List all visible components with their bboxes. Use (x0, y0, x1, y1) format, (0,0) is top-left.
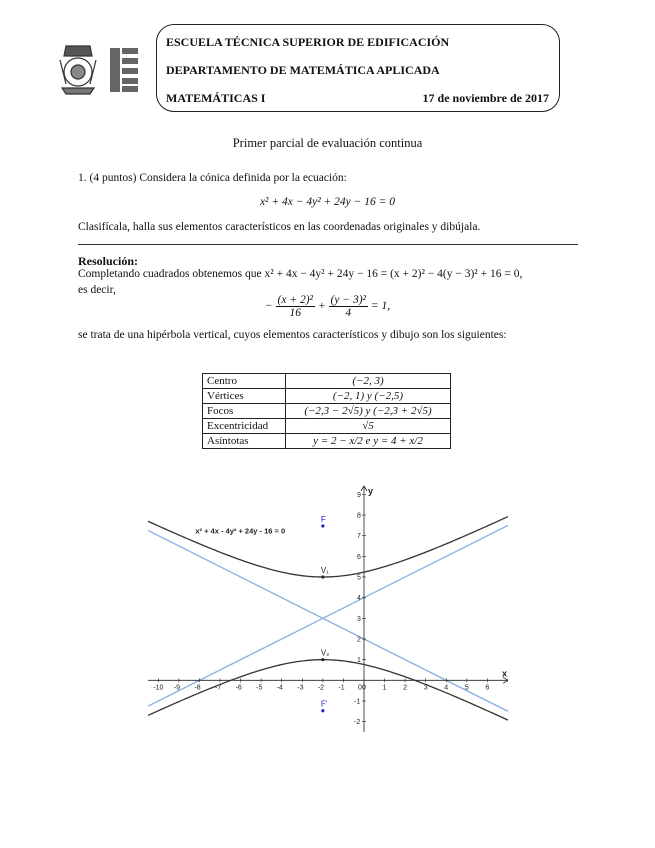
page-title: Primer parcial de evaluación continua (232, 136, 423, 150)
table-row (203, 419, 451, 434)
table-row (203, 374, 451, 389)
asymptote-line (148, 531, 508, 712)
y-axis-label: y (368, 486, 374, 496)
y-tick-label: 5 (357, 574, 361, 582)
y-tick-label: 7 (357, 533, 361, 541)
y-tick-label: 8 (357, 512, 361, 520)
plus-sign: + (317, 300, 326, 313)
y-tick-label: 3 (357, 615, 361, 623)
x-tick-label: -10 (153, 684, 164, 692)
school-name: ESCUELA TÉCNICA SUPERIOR DE EDIFICACIÓN (166, 35, 450, 49)
solution-heading: Resolución: (78, 254, 138, 268)
x-tick-label: 6 (485, 684, 490, 692)
table-key: Centro (203, 374, 286, 389)
fraction-1 (276, 294, 315, 319)
point-label: F (320, 514, 326, 524)
numerator-2: (y − 3)² (330, 294, 366, 306)
institution-logos (56, 40, 146, 98)
x-tick-label: -9 (173, 684, 181, 692)
denominator-1: 16 (289, 307, 301, 319)
elements-table (202, 373, 451, 449)
table-key: Focos (203, 404, 286, 419)
header-box (156, 24, 560, 112)
problem-task: Clasifícala, halla sus elementos característicos en las coordenadas originales y dibújala. (78, 221, 481, 233)
x-tick-label: -1 (338, 684, 345, 692)
y-tick-label: 6 (357, 553, 361, 561)
y-tick-label: -2 (354, 719, 361, 727)
x-tick-label: 1 (382, 684, 387, 692)
asymptote-line (148, 525, 508, 706)
x-tick-label: 4 (444, 684, 449, 692)
x-tick-label: -4 (276, 684, 283, 692)
x-tick-label: -2 (317, 684, 325, 692)
curve-equation-label: x² + 4x - 4y² + 24y - 16 = 0 (195, 526, 286, 536)
table-key: Vértices (203, 389, 286, 404)
y-tick-label: 9 (357, 491, 361, 499)
x-tick-label: -6 (235, 684, 242, 692)
point-marker (321, 658, 324, 661)
x-axis-label: x (502, 668, 508, 679)
table-key: Excentricidad (203, 419, 286, 434)
x-tick-label: 5 (464, 684, 469, 692)
fraction-2 (329, 294, 368, 319)
table-value: (−2,3 − 2√5) y (−2,3 + 2√5) (286, 404, 451, 419)
y-tick-label: 1 (357, 657, 361, 665)
x-tick-label: -3 (297, 684, 304, 692)
department-name: DEPARTAMENTO DE MATEMÁTICA APLICADA (166, 63, 440, 77)
exam-date: 17 de noviembre de 2017 (422, 91, 549, 105)
y-tick-label: 2 (357, 636, 361, 644)
origin-label: 0 (358, 684, 362, 692)
point-marker (321, 575, 324, 578)
table-value: (−2, 1) y (−2,5) (286, 389, 451, 404)
hyperbola-graph (148, 484, 508, 732)
solution-line-1: Completando cuadrados obtenemos que x² + 4x − 4y² + 24y − 16 = (x + 2)² − 4(y − 3)² + 16 = 0, (78, 268, 523, 280)
table-value: (−2, 3) (286, 374, 451, 389)
table-row (203, 404, 451, 419)
lower-branch (148, 660, 508, 720)
table-value: √5 (286, 419, 451, 434)
table-value: y = 2 − x/2 e y = 4 + x/2 (286, 434, 451, 449)
point-label: F' (320, 699, 328, 709)
point-label: V₁ (320, 566, 329, 575)
point-marker (321, 524, 324, 527)
point-marker (321, 709, 324, 712)
problem-equation: x² + 4x − 4y² + 24y − 16 = 0 (259, 196, 396, 208)
solution-line-3: se trata de una hipérbola vertical, cuyos elementos característicos y dibujo son los siguientes: (78, 329, 507, 341)
reduced-equation (0, 294, 655, 319)
numerator-1: (x + 2)² (277, 294, 313, 306)
y-tick-label: 4 (357, 595, 361, 603)
table-row (203, 389, 451, 404)
point-label: V₂ (320, 648, 330, 658)
x-tick-label: -7 (215, 684, 222, 692)
x-tick-label: 0 (362, 684, 366, 692)
divider (78, 244, 578, 245)
table-row (203, 434, 451, 449)
y-tick-label: -1 (354, 698, 361, 706)
problem-statement: 1. (4 puntos) Considera la cónica definida por la ecuación: (78, 172, 347, 184)
crest-logo (60, 46, 96, 94)
x-tick-label: 2 (403, 684, 408, 692)
solution-line-2: es decir, (78, 284, 116, 296)
equation-rhs: = 1, (370, 300, 391, 313)
table-key: Asíntotas (203, 434, 286, 449)
building-logo (110, 48, 138, 92)
minus-sign: − (264, 300, 273, 313)
x-tick-label: 3 (423, 684, 428, 692)
denominator-2: 4 (345, 307, 352, 319)
course-name: MATEMÁTICAS I (166, 91, 266, 105)
x-tick-label: -8 (194, 684, 201, 692)
x-tick-label: -5 (256, 684, 263, 692)
